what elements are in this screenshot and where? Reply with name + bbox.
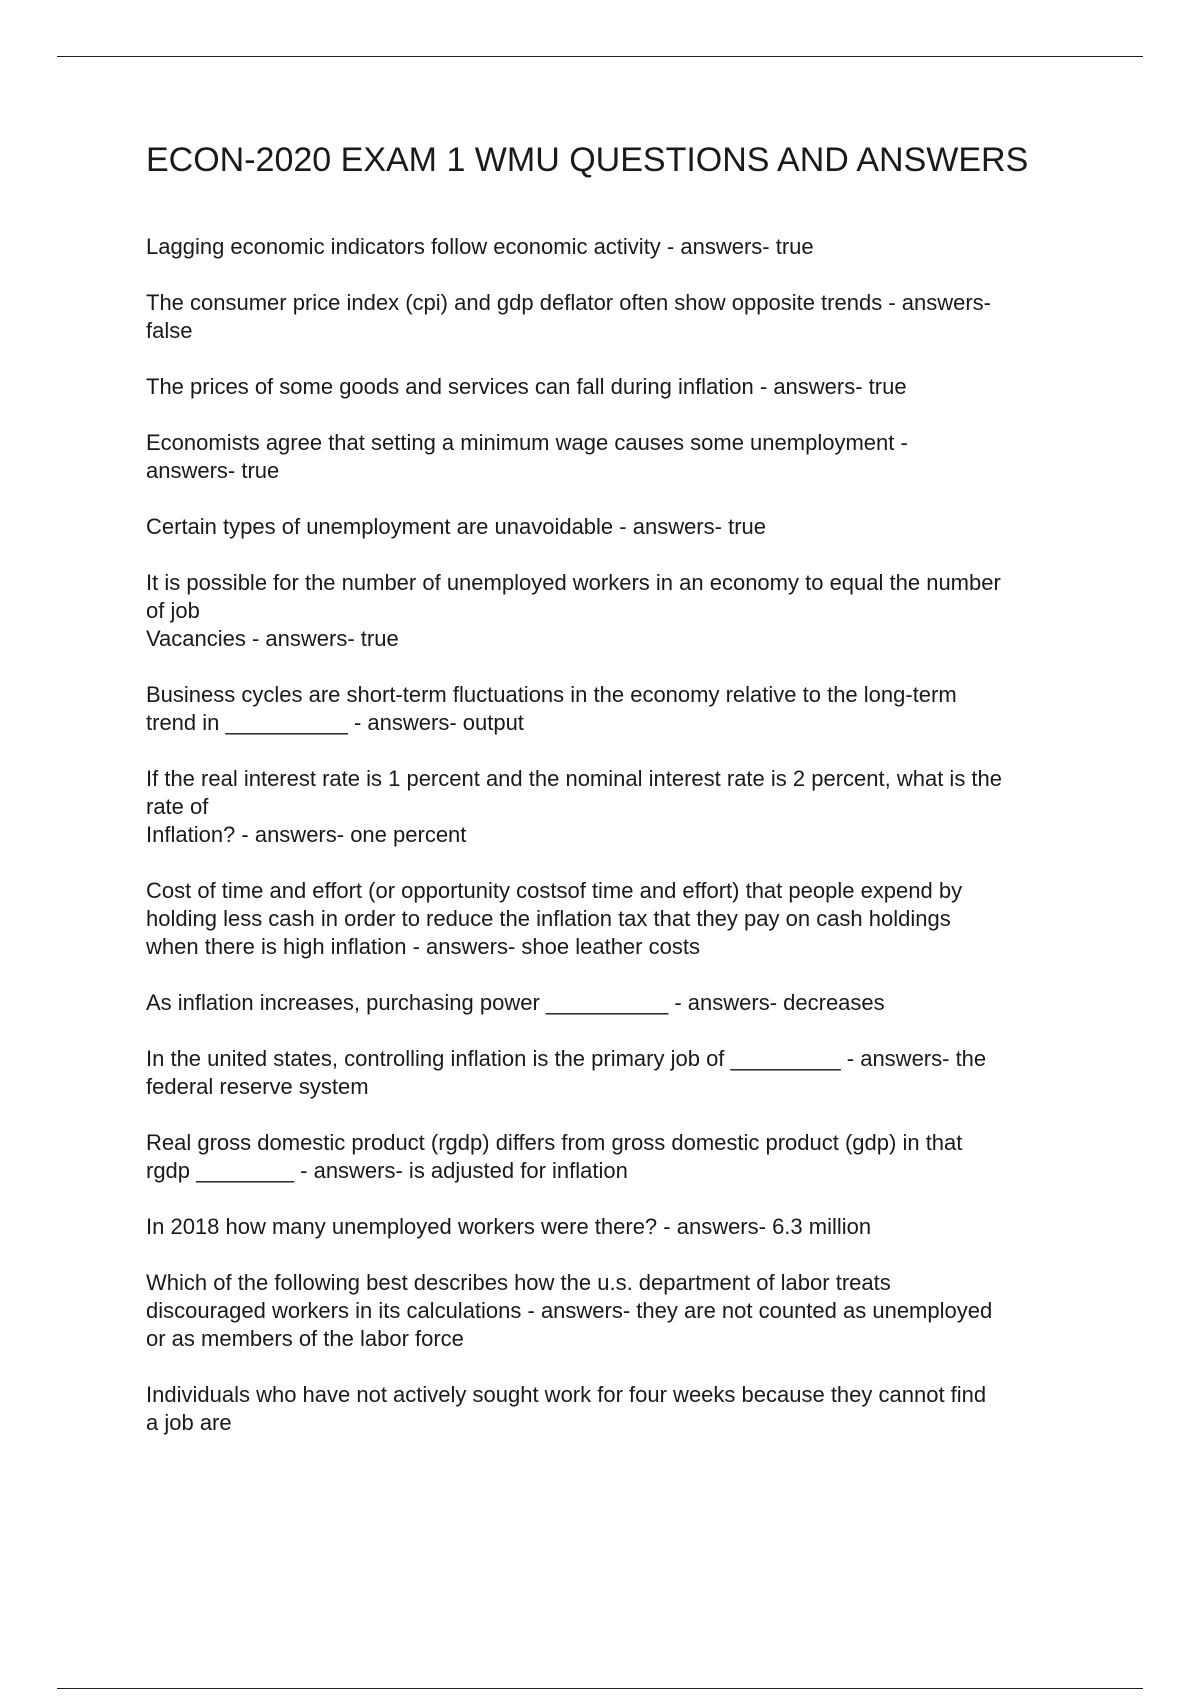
qa-list <box>146 233 1092 1437</box>
qa-item: Cost of time and effort (or opportunity costsof time and effort) that people expend by holding less cash in order to reduce the inflation tax that they pay on cash holdings when there is high inflation - answers- shoe leather costs <box>146 877 963 959</box>
qa-item: It is possible for the number of unemployed workers in an economy to equal the number of job Vacancies - answers- true <box>146 569 1001 651</box>
qa-item: Lagging economic indicators follow economic activity - answers- true <box>146 233 814 259</box>
top-rule <box>57 56 1143 57</box>
qa-item: Real gross domestic product (rgdp) differs from gross domestic product (gdp) in that rgdp ________ - answers- is adjusted for inflation <box>146 1129 963 1183</box>
qa-item: Which of the following best describes how the u.s. department of labor treats discouraged workers in its calculations - answers- they are not counted as unemployed or as members of the labor force <box>146 1269 993 1351</box>
qa-item: In the united states, controlling inflation is the primary job of _________ - answers- the federal reserve system <box>146 1045 987 1099</box>
bottom-rule <box>57 1688 1143 1689</box>
qa-item: The consumer price index (cpi) and gdp deflator often show opposite trends - answers- false <box>146 289 991 343</box>
document-body <box>146 140 1092 1465</box>
qa-item: If the real interest rate is 1 percent and the nominal interest rate is 2 percent, what is the rate of Inflation? - answers- one percent <box>146 765 1003 847</box>
qa-item: In 2018 how many unemployed workers were there? - answers- 6.3 million <box>146 1213 872 1239</box>
qa-item: Certain types of unemployment are unavoidable - answers- true <box>146 513 766 539</box>
qa-item: As inflation increases, purchasing power __________ - answers- decreases <box>146 989 885 1015</box>
qa-item: Business cycles are short-term fluctuations in the economy relative to the long-term trend in __________ - answers- output <box>146 681 957 735</box>
qa-item: The prices of some goods and services can fall during inflation - answers- true <box>146 373 907 399</box>
qa-item: Economists agree that setting a minimum wage causes some unemployment - answers- true <box>146 429 908 483</box>
qa-item: Individuals who have not actively sought work for four weeks because they cannot find a job are <box>146 1381 987 1435</box>
page-title: ECON-2020 EXAM 1 WMU QUESTIONS AND ANSWERS <box>146 141 1029 179</box>
